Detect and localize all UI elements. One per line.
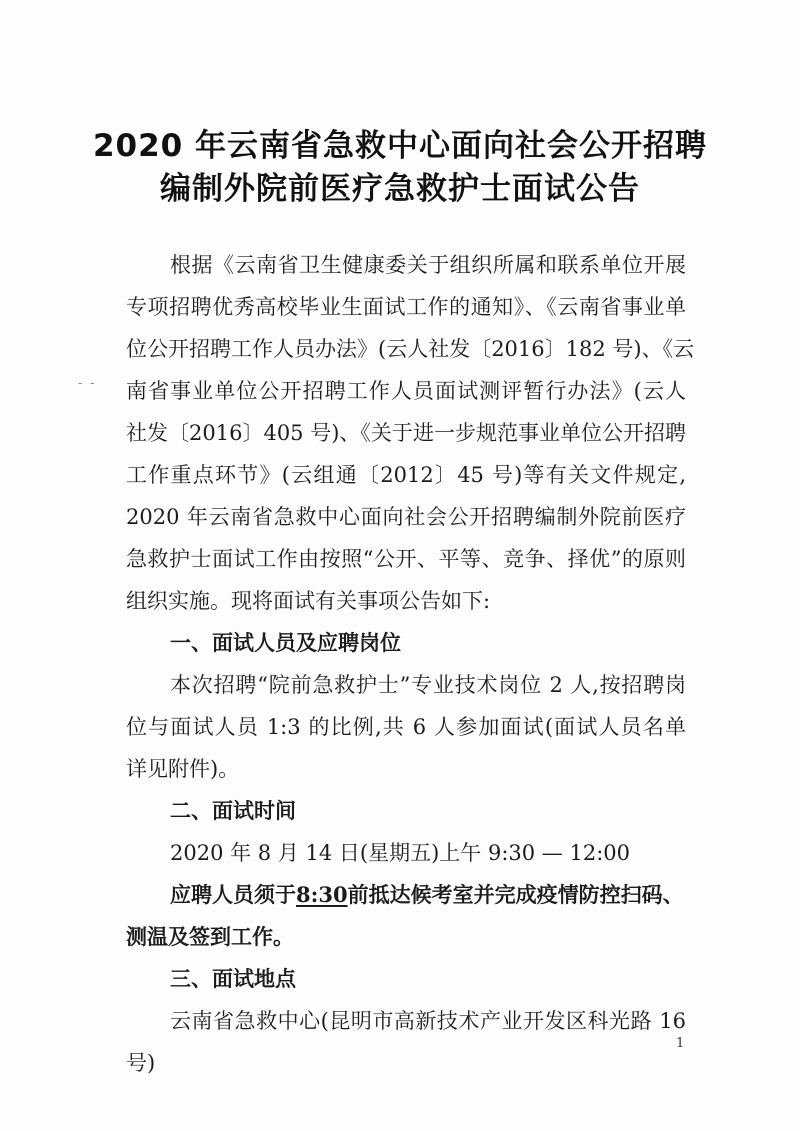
- arrival-notice-pre: 应聘人员须于: [170, 882, 296, 907]
- interview-time-line: 2020 年 8 月 14 日(星期五)上午 9:30 — 12:00: [170, 841, 630, 865]
- margin-mark: - -: [78, 376, 97, 390]
- intro-line: 位公开招聘工作人员办法》(云人社发〔2016〕182 号)、《云: [126, 337, 695, 361]
- intro-line: 社发〔2016〕405 号)、《关于进一步规范事业单位公开招聘: [126, 421, 686, 445]
- arrival-notice-line: [170, 880, 686, 910]
- section-3-line: 云南省急救中心(昆明市高新技术产业开发区科光路 16: [170, 1009, 686, 1033]
- section-3-line: 号): [126, 1051, 156, 1075]
- intro-line: 2020 年云南省急救中心面向社会公开招聘编制外院前医疗: [126, 505, 686, 529]
- section-2-heading: 二、面试时间: [170, 799, 296, 823]
- section-1-line: 位与面试人员 1:3 的比例,共 6 人参加面试(面试人员名单: [126, 715, 686, 739]
- document-title-line-2: 编制外院前医疗急救护士面试公告: [160, 171, 640, 207]
- intro-line: 南省事业单位公开招聘工作人员面试测评暂行办法》(云人: [126, 379, 686, 403]
- intro-line: 急救护士面试工作由按照“公开、平等、竞争、择优”的原则: [126, 547, 686, 571]
- intro-line: 组织实施。现将面试有关事项公告如下:: [126, 589, 491, 613]
- section-1-line: 本次招聘“院前急救护士”专业技术岗位 2 人,按招聘岗: [170, 673, 686, 697]
- arrival-notice-post: 前抵达候考室并完成疫情防控扫码、: [347, 882, 684, 907]
- intro-line: 专项招聘优秀高校毕业生面试工作的通知》、《云南省事业单: [126, 295, 686, 319]
- arrival-notice-line-2: 测温及签到工作。: [126, 924, 294, 949]
- intro-line: 工作重点环节》(云组通〔2012〕45 号)等有关文件规定,: [126, 463, 686, 487]
- section-3-heading: 三、面试地点: [170, 967, 296, 991]
- arrival-time: 8:30: [296, 882, 348, 907]
- intro-line: 根据《云南省卫生健康委关于组织所属和联系单位开展: [170, 253, 686, 277]
- section-1-heading: 一、面试人员及应聘岗位: [170, 631, 401, 655]
- page-number: 1: [676, 1036, 685, 1051]
- section-1-line: 详见附件)。: [126, 757, 240, 781]
- document-title-line-1: 2020 年云南省急救中心面向社会公开招聘: [92, 128, 708, 164]
